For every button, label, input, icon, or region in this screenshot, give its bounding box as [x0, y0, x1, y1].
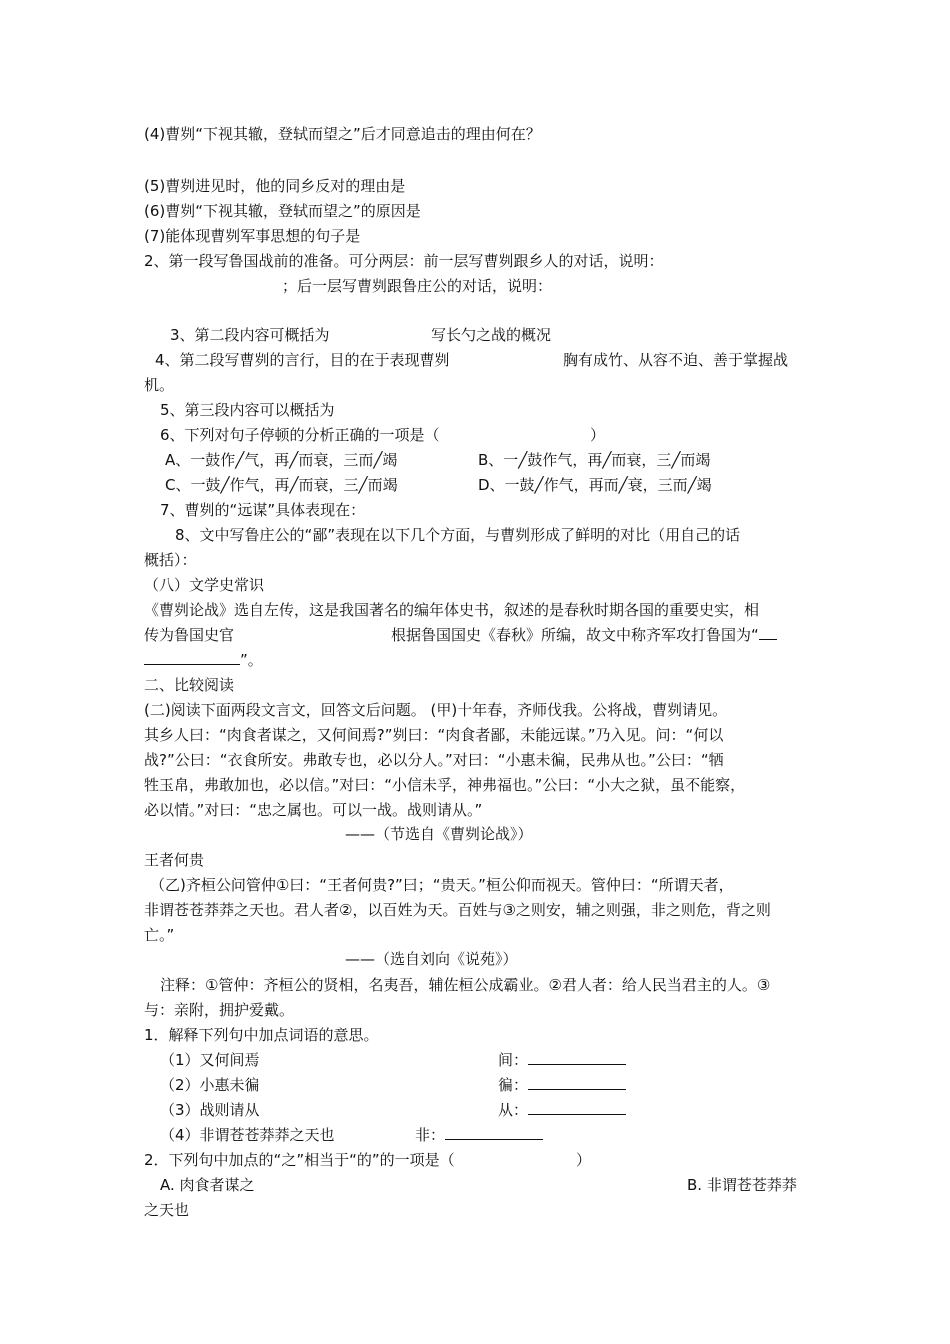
exercise-2-paren-close: ）: [576, 1151, 592, 1169]
section-5: 5、第三段内容可以概括为: [160, 401, 335, 419]
passage-b-line3: 亡。”: [144, 926, 175, 944]
exercise-1-item3: （3）战则请从: [160, 1101, 260, 1119]
answer-blank[interactable]: [528, 1048, 626, 1065]
passage-b-title: 王者何贵: [144, 851, 205, 869]
literature-line3-text: ”。: [240, 651, 263, 669]
answer-blank[interactable]: [528, 1073, 626, 1090]
exercise-1-item4: （4）非谓苍苍莽莽之天也: [160, 1126, 335, 1144]
literature-line2-end: [391, 623, 777, 648]
section-4-answer: 胸有成竹、从容不迫、善于掌握战: [563, 351, 789, 369]
exercise-1-item2: （2）小惠未徧: [160, 1076, 260, 1094]
exercise-1-key4: 非：: [415, 1126, 446, 1144]
literature-line3: [144, 648, 820, 673]
passage-a-line4: 牲玉帛，弗敢加也，必以信。”对曰：“小信未孚，神弗福也。”公曰：“小大之狱，虽不能察，: [144, 776, 746, 794]
passage-a-source: ——（节选自《曹刿论战》）: [345, 825, 533, 843]
annotation-line2: 与：亲附，拥护爱戴。: [144, 1001, 295, 1019]
question-4: (4)曹刿“下视其辙，登轼而望之”后才同意追击的理由何在？: [144, 125, 541, 143]
passage-b-line1: （乙)齐桓公问管仲①曰：“王者何贵?”曰；“贵天。”桓公仰而视天。管仲曰：“所谓天者，: [150, 876, 734, 894]
section-7: 7、曹刿的“远谋”具体表现在：: [160, 501, 366, 519]
question-6: (6)曹刿“下视其辙，登轼而望之”的原因是: [144, 202, 421, 220]
option-d: D、一鼓╱作气，再而╱衰，三而╱竭: [478, 476, 712, 494]
exercise-1-answer3: [498, 1098, 626, 1123]
exercise-2-question: 2．下列句中加点的“之”相当于“的”的一项是（: [144, 1151, 455, 1169]
passage-b-line2: 非谓苍苍莽莽之天也。君人者②，以百姓为天。百姓与③之则安，辅之则强，非之则危，背之则: [144, 901, 771, 919]
answer-blank: [144, 648, 240, 665]
question-5: (5)曹刿进见时，他的同乡反对的理由是: [144, 177, 406, 195]
option-a: A、一鼓作╱气，再╱而衰，三而╱竭: [165, 451, 398, 469]
option-c: C、一鼓╱作气，再╱而衰，三╱而竭: [165, 476, 398, 494]
option-b: B、一╱鼓作气，再╱而衰，三╱而竭: [478, 451, 711, 469]
section-3-answer: 写长勺之战的概况: [431, 326, 552, 344]
section-2-line1: 2、第一段写鲁国战前的准备。可分两层：前一层写曹刿跟乡人的对话，说明：: [144, 252, 664, 270]
section-6-question: 6、下列对句子停顿的分析正确的一项是（: [160, 426, 440, 444]
exercise-1-title: 1．解释下列句中加点词语的意思。: [144, 1026, 379, 1044]
literature-heading: （八）文学史常识: [144, 576, 265, 594]
literature-line2-start: 传为鲁国史官: [144, 626, 235, 644]
passage-a-line3: 战?”公曰：“衣食所安。弗敢专也，必以分人。”对曰：“小惠未徧，民弗从也。”公曰：“牺: [144, 751, 724, 769]
exercise-1-answer1: [498, 1048, 626, 1073]
section-ii-heading: 二、比较阅读: [144, 676, 235, 694]
section-4-label: 4、第二段写曹刿的言行，目的在于表现曹刿: [155, 351, 450, 369]
passage-a-line5: 必以情。”对曰：“忠之属也。可以一战。战则请从。”: [144, 801, 483, 819]
answer-blank: [759, 623, 777, 640]
annotation-line1: 注释：①管仲：齐桓公的贤相，名夷吾，辅佐桓公成霸业。②君人者：给人民当君主的人。③: [160, 976, 771, 994]
section-3-label: 3、第二段内容可概括为: [170, 326, 330, 344]
section-6-paren-close: ）: [590, 426, 606, 444]
section-2-line2: ；后一层写曹刿跟鲁庄公的对话，说明：: [282, 277, 553, 295]
exercise-1-answer4: [415, 1123, 543, 1148]
exercise-2-option-a: A. 肉食者谋之: [160, 1176, 255, 1194]
passage-b-source: ——（选自刘向《说苑》）: [345, 950, 518, 968]
literature-line1: 《曹刿论战》选自左传，这是我国著名的编年体史书，叙述的是春秋时期各国的重要史实，相: [144, 601, 760, 619]
passage-a-line1: (二)阅读下面两段文言文，回答文后问题。 (甲)十年春，齐师伐我。公将战，曹刿请见。: [144, 701, 728, 719]
answer-blank[interactable]: [445, 1123, 543, 1140]
exercise-1-key1: 间：: [498, 1051, 529, 1069]
exercise-2-option-b: B. 非谓苍苍莽莽: [687, 1176, 797, 1194]
section-8-line1: 8、文中写鲁庄公的“鄙”表现在以下几个方面，与曹刿形成了鲜明的对比（用自己的话: [175, 526, 741, 544]
literature-line2-text: 根据鲁国国史《春秋》所编，故文中称齐军攻打鲁国为“: [391, 626, 759, 644]
exercise-2-option-b-cont: 之天也: [144, 1201, 190, 1219]
question-7: (7)能体现曹刿军事思想的句子是: [144, 227, 361, 245]
section-4-cont: 机。: [144, 376, 175, 394]
passage-a-line2: 其乡人曰：“肉食者谋之，又何间焉?”刿曰：“肉食者鄙，未能远谋。”乃入见。问：“何以: [144, 726, 724, 744]
exercise-1-answer2: [498, 1073, 626, 1098]
answer-blank[interactable]: [528, 1098, 626, 1115]
section-8-line2: 概括）：: [144, 551, 197, 569]
exercise-1-item1: （1）又何间焉: [160, 1051, 260, 1069]
exercise-1-key2: 徧：: [498, 1076, 529, 1094]
exercise-1-key3: 从：: [498, 1101, 529, 1119]
